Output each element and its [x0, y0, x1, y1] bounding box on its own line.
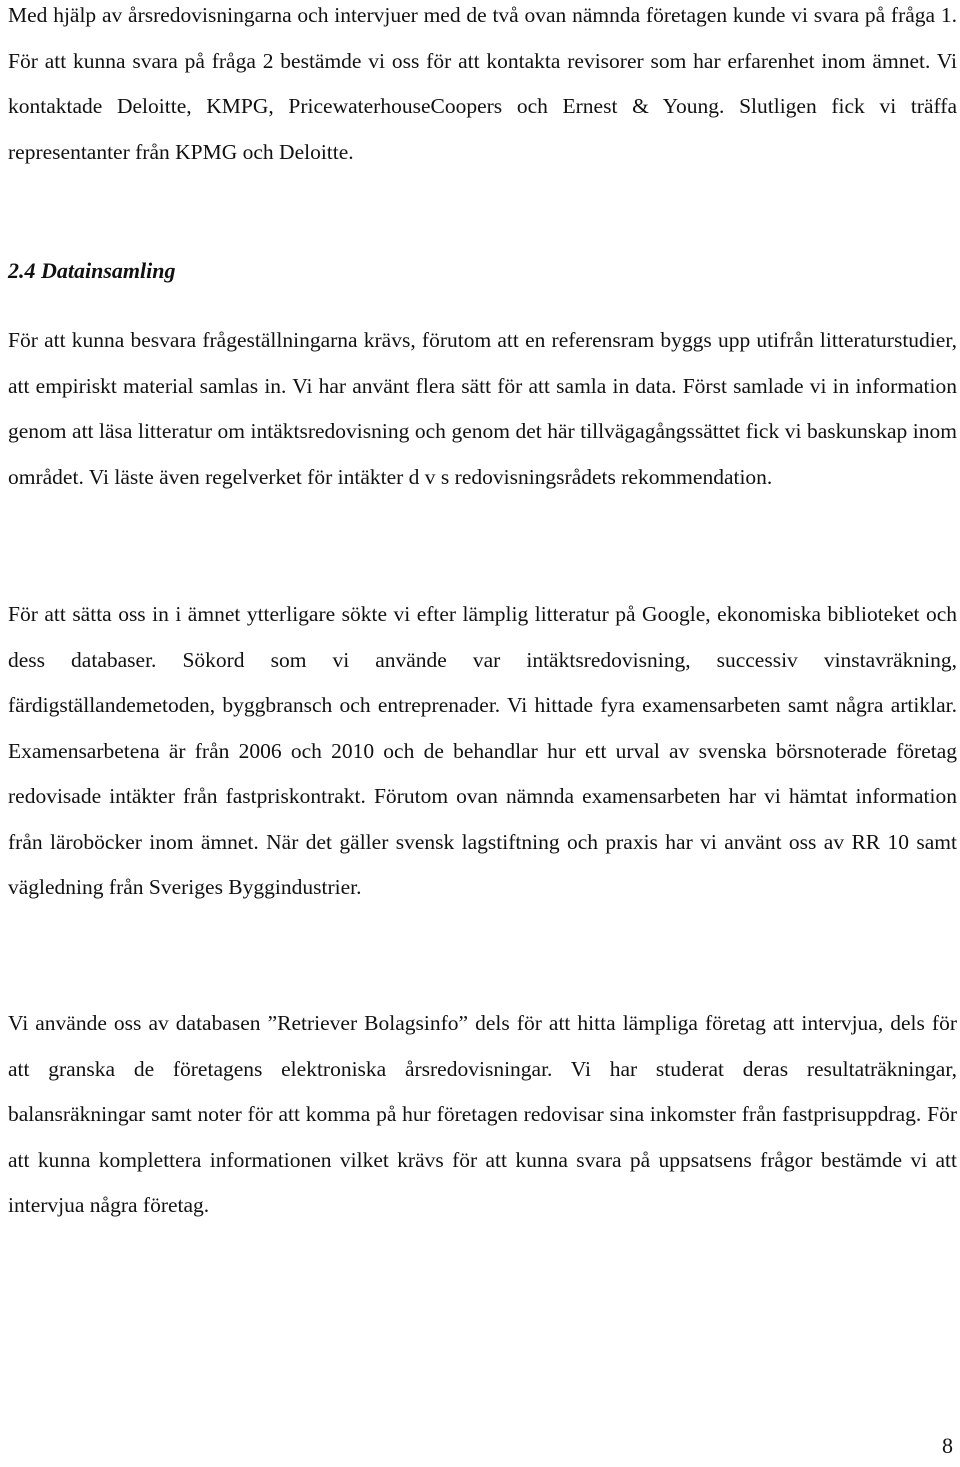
document-page — [8, 0, 957, 1467]
intro-paragraph: Med hjälp av årsredovisningarna och intervjuer med de två ovan nämnda företagen kunde vi svara på fråga 1. För att kunna svara på fråga 2 bestämde vi oss för att kontakta revisorer som har erfarenhet inom ämnet. Vi kontaktade Deloitte, KMPG, PricewaterhouseCoopers och Ernest & Young. Slutligen fick vi träffa representanter från KPMG och Deloitte. — [8, 3, 957, 164]
body-paragraph-1: För att kunna besvara frågeställningarna krävs, förutom att en referensram byggs upp utifrån litteraturstudier, att empiriskt material samlas in. Vi har använt flera sätt för att samla in data. Först samlade vi in information genom att läsa litteratur om intäktsredovisning och genom det här tillvägagångssättet fick vi baskunskap inom området. Vi läste även regelverket för intäkter d v s redovisningsrådets rekommendation. — [8, 328, 957, 489]
body-paragraph-3: Vi använde oss av databasen ”Retriever Bolagsinfo” dels för att hitta lämpliga företag att intervjua, dels för att granska de företagens elektroniska årsredovisningar. Vi har studerat deras resultaträkningar, balansräkningar samt noter för att komma på hur företagen redovisar sina inkomster från fastprisuppdrag. För att kunna komplettera informationen vilket krävs för att kunna svara på uppsatsens frågor bestämde vi att intervjua några företag. — [8, 1011, 957, 1217]
body-paragraph-2: För att sätta oss in i ämnet ytterligare sökte vi efter lämplig litteratur på Google, ekonomiska biblioteket och dess databaser. Sökord som vi använde var intäktsredovisning, successiv vinstavräkning, färdigställandemetoden, byggbransch och entreprenader. Vi hittade fyra examensarbeten samt några artiklar. Examensarbetena är från 2006 och 2010 och de behandlar hur ett urval av svenska börsnoterade företag redovisade intäkter från fastpriskontrakt. Förutom ovan nämnda examensarbeten har vi hämtat information från läroböcker inom ämnet. När det gäller svensk lagstiftning och praxis har vi använt oss av RR 10 samt vägledning från Sveriges Byggindustrier. — [8, 602, 957, 899]
section-heading: 2.4 Datainsamling — [8, 258, 176, 283]
page-number: 8 — [942, 1433, 953, 1458]
